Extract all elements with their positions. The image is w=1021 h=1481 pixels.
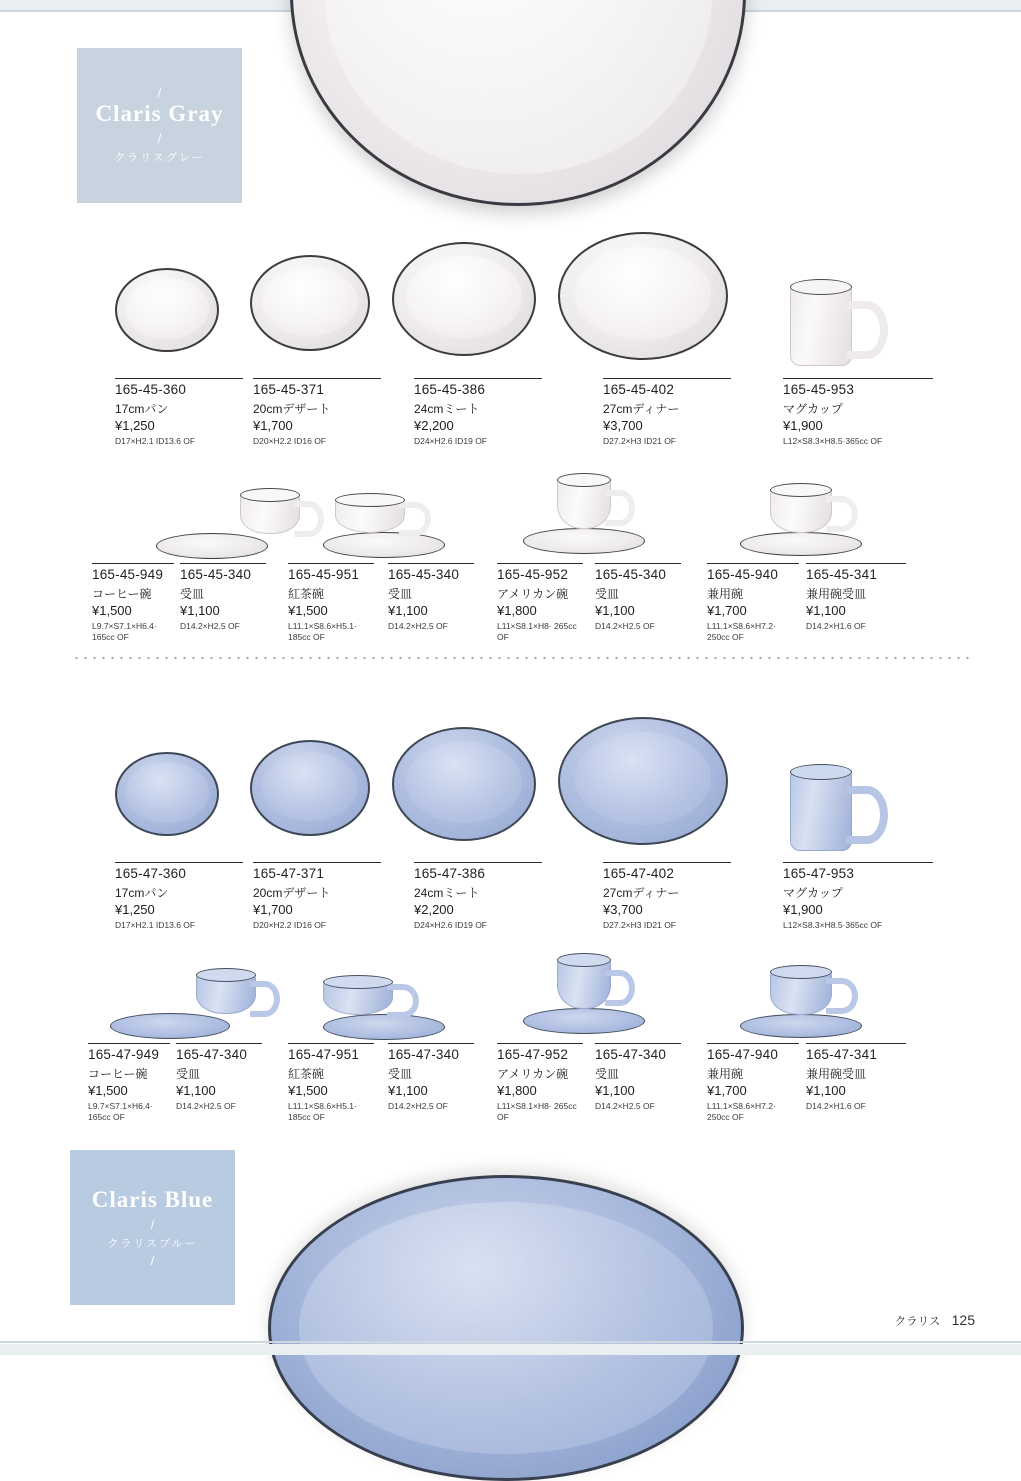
product-item <box>497 563 583 642</box>
flag-slash-mid: / <box>157 130 162 146</box>
product-spec: D14.2×H1.6 OF <box>806 621 866 631</box>
hero-plate-gray <box>290 0 746 206</box>
product-image-plate <box>392 727 536 841</box>
product-code: 165-45-340 <box>595 563 681 582</box>
product-image-plate <box>558 717 728 845</box>
product-item <box>603 862 731 931</box>
product-spec: D17×H2.1 ID13.6 OF <box>115 436 196 446</box>
product-name: アメリカン碗 <box>497 587 569 601</box>
product-price: ¥1,500 <box>92 603 132 618</box>
product-price: ¥2,200 <box>414 418 454 433</box>
product-name: 受皿 <box>180 587 205 601</box>
product-image-plate <box>392 242 536 356</box>
product-name: 24cmミート <box>414 886 480 900</box>
product-price: ¥1,100 <box>176 1083 216 1098</box>
product-item <box>414 378 542 447</box>
product-image-plate <box>115 752 219 836</box>
product-item <box>497 1043 583 1122</box>
product-price: ¥1,100 <box>806 1083 846 1098</box>
product-spec: L11.1×S8.6×H7.2· 250cc OF <box>707 1101 776 1122</box>
flag-subtitle: クラリスブルー <box>107 1237 198 1250</box>
product-name: 20cmデザート <box>253 886 331 900</box>
product-code: 165-47-340 <box>176 1043 262 1062</box>
product-spec: L12×S8.3×H8.5·365cc OF <box>783 920 883 930</box>
product-price: ¥1,700 <box>253 902 293 917</box>
product-price: ¥1,250 <box>115 902 155 917</box>
product-item <box>176 1043 262 1112</box>
product-spec: L9.7×S7.1×H6.4· 165cc OF <box>88 1101 153 1122</box>
product-image-plate <box>558 232 728 360</box>
product-name: 27cmディナー <box>603 402 680 416</box>
product-code: 165-45-402 <box>603 378 731 397</box>
product-code: 165-45-951 <box>288 563 374 582</box>
section-flag-claris-gray <box>77 48 242 203</box>
product-code: 165-45-949 <box>92 563 174 582</box>
product-name: 受皿 <box>595 1067 620 1081</box>
product-price: ¥2,200 <box>414 902 454 917</box>
product-image-plate <box>250 740 370 836</box>
product-code: 165-47-949 <box>88 1043 170 1062</box>
flag-title: Claris Gray <box>95 100 224 126</box>
product-spec: D27.2×H3 ID21 OF <box>603 436 676 446</box>
product-name: 紅茶碗 <box>288 1067 325 1081</box>
product-price: ¥1,100 <box>806 603 846 618</box>
product-spec: D20×H2.2 ID16 OF <box>253 436 326 446</box>
flag-slash-bottom: / <box>150 1252 155 1268</box>
product-name: 受皿 <box>388 1067 413 1081</box>
product-name: 24cmミート <box>414 402 480 416</box>
product-price: ¥1,700 <box>253 418 293 433</box>
product-code: 165-47-340 <box>388 1043 474 1062</box>
product-code: 165-47-402 <box>603 862 731 881</box>
product-item <box>388 563 474 632</box>
product-spec: D20×H2.2 ID16 OF <box>253 920 326 930</box>
product-spec: L9.7×S7.1×H6.4· 165cc OF <box>92 621 157 642</box>
product-spec: D14.2×H2.5 OF <box>595 621 655 631</box>
product-spec: D14.2×H2.5 OF <box>180 621 240 631</box>
product-item <box>595 1043 681 1112</box>
hero-plate-blue <box>268 1175 744 1481</box>
product-item <box>783 862 933 931</box>
product-item <box>180 563 266 632</box>
product-price: ¥1,500 <box>288 603 328 618</box>
product-item <box>595 563 681 632</box>
product-spec: D24×H2.6 ID19 OF <box>414 436 487 446</box>
product-price: ¥1,900 <box>783 902 823 917</box>
product-name: 17cmパン <box>115 886 169 900</box>
product-name: 紅茶碗 <box>288 587 325 601</box>
product-code: 165-47-360 <box>115 862 243 881</box>
product-item <box>288 1043 374 1122</box>
product-code: 165-45-371 <box>253 378 381 397</box>
product-price: ¥1,800 <box>497 1083 537 1098</box>
product-spec: D27.2×H3 ID21 OF <box>603 920 676 930</box>
product-spec: L11.1×S8.6×H5.1· 185cc OF <box>288 621 357 642</box>
product-spec: L11×S8.1×H8· 265cc OF <box>497 621 577 642</box>
product-image-plate <box>250 255 370 351</box>
product-item <box>92 563 174 642</box>
product-price: ¥3,700 <box>603 418 643 433</box>
product-item <box>806 1043 906 1112</box>
product-name: 受皿 <box>595 587 620 601</box>
product-name: コーヒー碗 <box>92 587 152 601</box>
product-item <box>603 378 731 447</box>
product-code: 165-45-386 <box>414 378 542 397</box>
product-code: 165-45-340 <box>388 563 474 582</box>
product-item <box>288 563 374 642</box>
flag-slash-top: / <box>157 84 162 100</box>
product-code: 165-45-340 <box>180 563 266 582</box>
product-item <box>115 862 243 931</box>
product-code: 165-45-940 <box>707 563 799 582</box>
product-item <box>88 1043 170 1122</box>
product-price: ¥1,800 <box>497 603 537 618</box>
product-code: 165-47-340 <box>595 1043 681 1062</box>
product-spec: L11.1×S8.6×H7.2· 250cc OF <box>707 621 776 642</box>
flag-slash-mid: / <box>150 1216 155 1232</box>
section-divider <box>72 657 972 659</box>
product-code: 165-47-371 <box>253 862 381 881</box>
product-spec: D17×H2.1 ID13.6 OF <box>115 920 196 930</box>
product-name: 27cmディナー <box>603 886 680 900</box>
product-price: ¥3,700 <box>603 902 643 917</box>
product-name: 兼用碗 <box>707 1067 744 1081</box>
product-spec: D14.2×H2.5 OF <box>388 621 448 631</box>
product-spec: D14.2×H2.5 OF <box>388 1101 448 1111</box>
section-flag-claris-blue <box>70 1150 235 1305</box>
product-code: 165-47-386 <box>414 862 542 881</box>
product-name: 20cmデザート <box>253 402 331 416</box>
product-spec: D14.2×H2.5 OF <box>176 1101 236 1111</box>
product-code: 165-45-360 <box>115 378 243 397</box>
product-code: 165-45-952 <box>497 563 583 582</box>
product-price: ¥1,100 <box>388 603 428 618</box>
product-name: 受皿 <box>176 1067 201 1081</box>
product-name: コーヒー碗 <box>88 1067 148 1081</box>
product-name: 兼用碗 <box>707 587 744 601</box>
product-price: ¥1,100 <box>595 1083 635 1098</box>
product-item <box>806 563 906 632</box>
footer-series-label: クラリス <box>894 1316 941 1328</box>
product-price: ¥1,900 <box>783 418 823 433</box>
product-item <box>414 862 542 931</box>
product-name: 受皿 <box>388 587 413 601</box>
product-code: 165-47-953 <box>783 862 933 881</box>
product-name: 17cmパン <box>115 402 169 416</box>
product-name: 兼用碗受皿 <box>806 587 867 601</box>
product-price: ¥1,500 <box>288 1083 328 1098</box>
product-code: 165-47-951 <box>288 1043 374 1062</box>
product-item <box>253 862 381 931</box>
product-spec: L11×S8.1×H8· 265cc OF <box>497 1101 577 1122</box>
flag-title: Claris Blue <box>91 1186 214 1212</box>
product-code: 165-45-341 <box>806 563 906 582</box>
product-price: ¥1,700 <box>707 603 747 618</box>
product-item <box>707 563 799 642</box>
product-price: ¥1,500 <box>88 1083 128 1098</box>
product-name: マグカップ <box>783 886 843 900</box>
product-item <box>388 1043 474 1112</box>
product-price: ¥1,100 <box>180 603 220 618</box>
bottom-edge-line <box>0 1341 1021 1343</box>
product-spec: D14.2×H1.6 OF <box>806 1101 866 1111</box>
page-footer <box>895 1312 975 1329</box>
product-price: ¥1,250 <box>115 418 155 433</box>
product-price: ¥1,100 <box>595 603 635 618</box>
product-code: 165-47-940 <box>707 1043 799 1062</box>
product-price: ¥1,700 <box>707 1083 747 1098</box>
product-image-mug <box>790 770 886 854</box>
product-image-plate <box>115 268 219 352</box>
bottom-edge-band <box>0 1344 1021 1355</box>
product-item <box>783 378 933 447</box>
product-name: マグカップ <box>783 402 843 416</box>
product-name: 兼用碗受皿 <box>806 1067 867 1081</box>
product-item <box>707 1043 799 1122</box>
product-spec: L12×S8.3×H8.5·365cc OF <box>783 436 883 446</box>
product-image-mug <box>790 285 886 369</box>
product-item <box>253 378 381 447</box>
product-name: アメリカン碗 <box>497 1067 569 1081</box>
product-spec: D14.2×H2.5 OF <box>595 1101 655 1111</box>
product-price: ¥1,100 <box>388 1083 428 1098</box>
product-code: 165-47-952 <box>497 1043 583 1062</box>
product-spec: L11.1×S8.6×H5.1· 185cc OF <box>288 1101 357 1122</box>
product-code: 165-45-953 <box>783 378 933 397</box>
product-item <box>115 378 243 447</box>
flag-subtitle: クラリスグレー <box>114 151 205 164</box>
product-spec: D24×H2.6 ID19 OF <box>414 920 487 930</box>
product-code: 165-47-341 <box>806 1043 906 1062</box>
page-number: 125 <box>951 1312 975 1328</box>
